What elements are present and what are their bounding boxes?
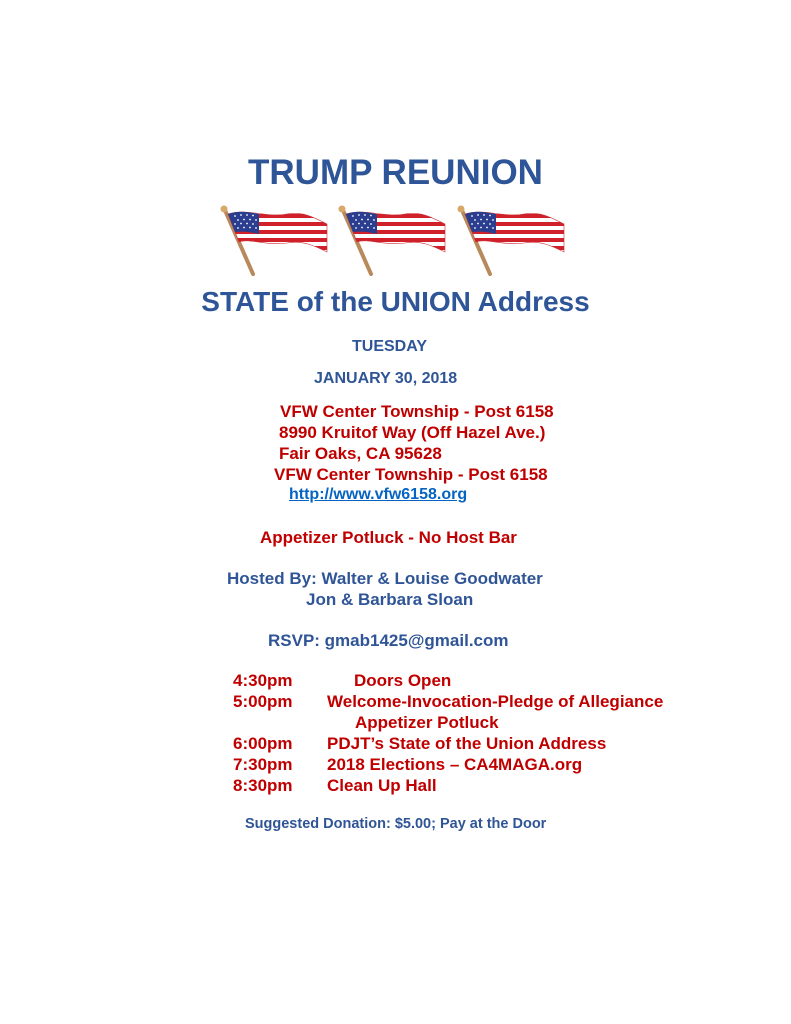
page-title: TRUMP REUNION <box>248 153 543 192</box>
event-date: JANUARY 30, 2018 <box>314 370 458 387</box>
schedule-time: 4:30pm <box>233 671 293 690</box>
potluck-note: Appetizer Potluck - No Host Bar <box>260 528 517 547</box>
american-flag-icon <box>221 206 328 275</box>
venue-website-link[interactable]: http://www.vfw6158.org <box>289 486 468 503</box>
american-flag-icon <box>458 206 565 275</box>
donation-note: Suggested Donation: $5.00; Pay at the Door <box>245 816 547 832</box>
schedule-time: 7:30pm <box>233 755 293 774</box>
schedule-event: Welcome-Invocation-Pledge of Allegiance <box>327 692 664 711</box>
schedule-time: 6:00pm <box>233 734 293 753</box>
hosts-line-1: Hosted By: Walter & Louise Goodwater <box>227 569 543 588</box>
venue-line-1: VFW Center Township - Post 6158 <box>280 402 554 421</box>
schedule-event: Clean Up Hall <box>327 776 437 795</box>
schedule-event: Doors Open <box>354 671 452 690</box>
venue-address: 8990 Kruitof Way (Off Hazel Ave.) <box>279 423 546 442</box>
rsvp-line: RSVP: gmab1425@gmail.com <box>268 631 509 650</box>
hosts-line-2: Jon & Barbara Sloan <box>306 590 474 609</box>
venue-line-4: VFW Center Township - Post 6158 <box>274 465 548 484</box>
venue-city: Fair Oaks, CA 95628 <box>279 444 442 463</box>
schedule-event: PDJT’s State of the Union Address <box>327 734 607 753</box>
schedule-time: 5:00pm <box>233 692 293 711</box>
schedule-time: 8:30pm <box>233 776 293 795</box>
flag-row <box>219 204 579 276</box>
schedule-event: 2018 Elections – CA4MAGA.org <box>327 755 583 774</box>
american-flag-icon <box>339 206 446 275</box>
schedule-event-sub: Appetizer Potluck <box>355 713 499 732</box>
event-day: TUESDAY <box>352 338 427 355</box>
page-subtitle: STATE of the UNION Address <box>201 286 590 317</box>
